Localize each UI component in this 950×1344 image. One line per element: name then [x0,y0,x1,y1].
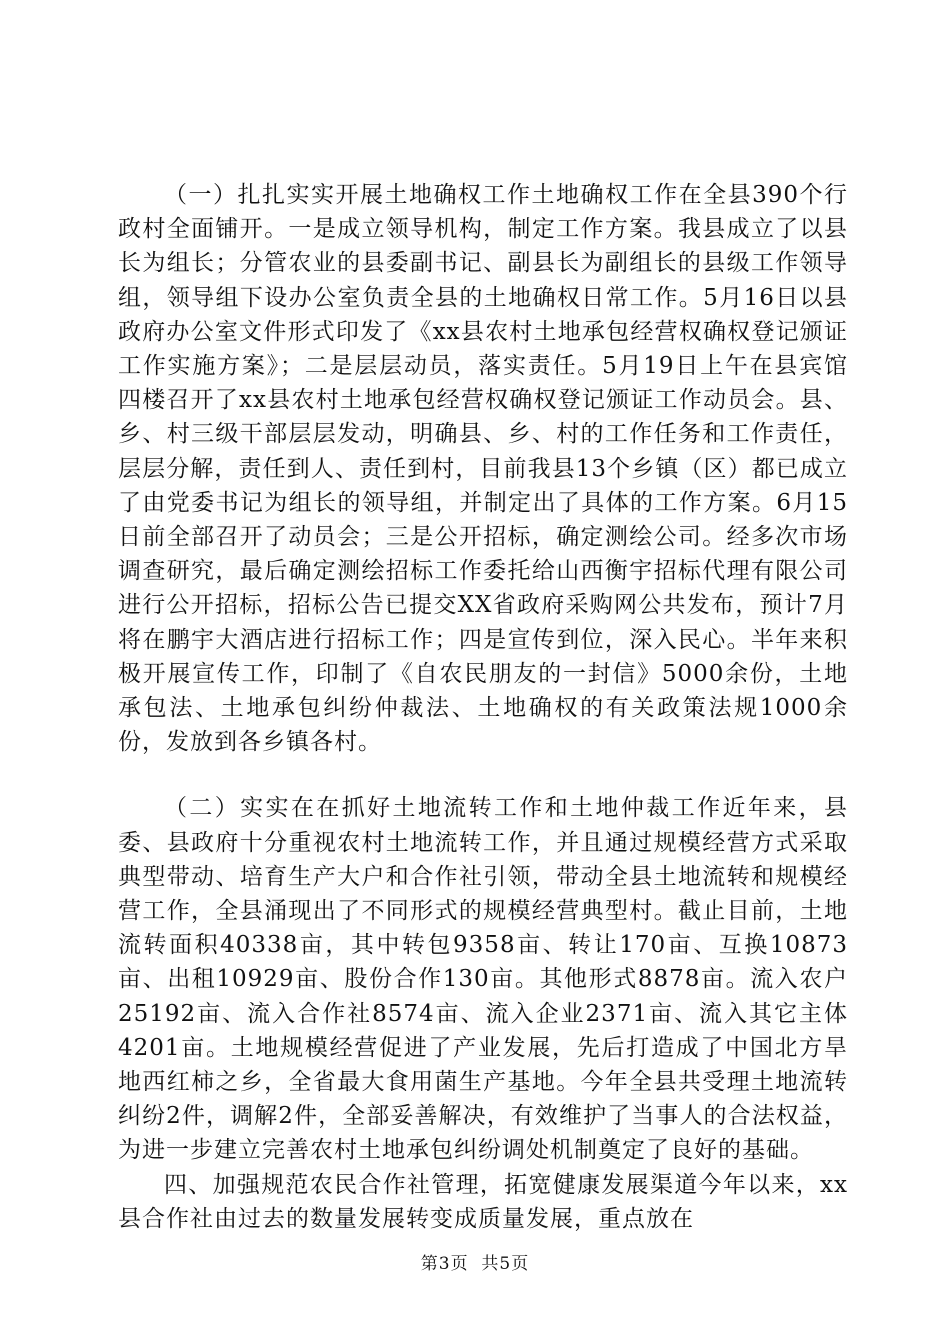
footer-spacer [469,1254,482,1274]
paragraph-cooperatives: 四、加强规范农民合作社管理，拓宽健康发展渠道今年以来，xx县合作社由过去的数量发展转变成质量发展，重点放在 [118,1171,848,1232]
page-total: 共5页 [481,1254,530,1274]
document-body [118,178,848,1236]
page-footer [0,1249,950,1274]
page-number: 第3页 [420,1254,469,1274]
paragraph-land-transfer: （二）实实在在抓好土地流转工作和土地仲裁工作近年来，县委、县政府十分重视农村土地流转工作，并且通过规模经营方式采取典型带动、培育生产大户和合作社引领，带动全县土地流转和规模经营工作，全县涌现出了不同形式的规模经营典型村。截止目前，土地流转面积40338亩，其中转包9358亩、转让170亩、互换10873亩、出租10929亩、股份合作130亩。其他形式8878亩。流入农户25192亩、流入合作社8574亩、流入企业2371亩、流入其它主体4201亩。土地规模经营促进了产业发展，先后打造成了中国北方旱地西红柿之乡，全省最大食用菌生产基地。今年全县共受理土地流转纠纷2件，调解2件，全部妥善解决，有效维护了当事人的合法权益，为进一步建立完善农村土地承包纠纷调处机制奠定了良好的基础。 [118,795,848,1164]
paragraph-land-rights: （一）扎扎实实开展土地确权工作土地确权工作在全县390个行政村全面铺开。一是成立领导机构，制定工作方案。我县成立了以县长为组长；分管农业的县委副书记、副县长为副组长的县级工作领导组，领导组下设办公室负责全县的土地确权日常工作。5月16日以县政府办公室文件形式印发了《xx县农村土地承包经营权确权登记颁证工作实施方案》；二是层层动员，落实责任。5月19日上午在县宾馆四楼召开了xx县农村土地承包经营权确权登记颁证工作动员会。县、乡、村三级干部层层发动，明确县、乡、村的工作任务和工作责任，层层分解，责任到人、责任到村，目前我县13个乡镇（区）都已成立了由党委书记为组长的领导组，并制定出了具体的工作方案。6月15日前全部召开了动员会；三是公开招标，确定测绘公司。经多次市场调查研究，最后确定测绘招标工作委托给山西衡宇招标代理有限公司进行公开招标，招标公告已提交XX省政府采购网公共发布，预计7月将在鹏宇大酒店进行招标工作；四是宣传到位，深入民心。半年来积极开展宣传工作，印制了《自农民朋友的一封信》5000余份，土地承包法、土地承包纠纷仲裁法、土地确权的有关政策法规1000余份，发放到各乡镇各村。 [118,182,848,756]
